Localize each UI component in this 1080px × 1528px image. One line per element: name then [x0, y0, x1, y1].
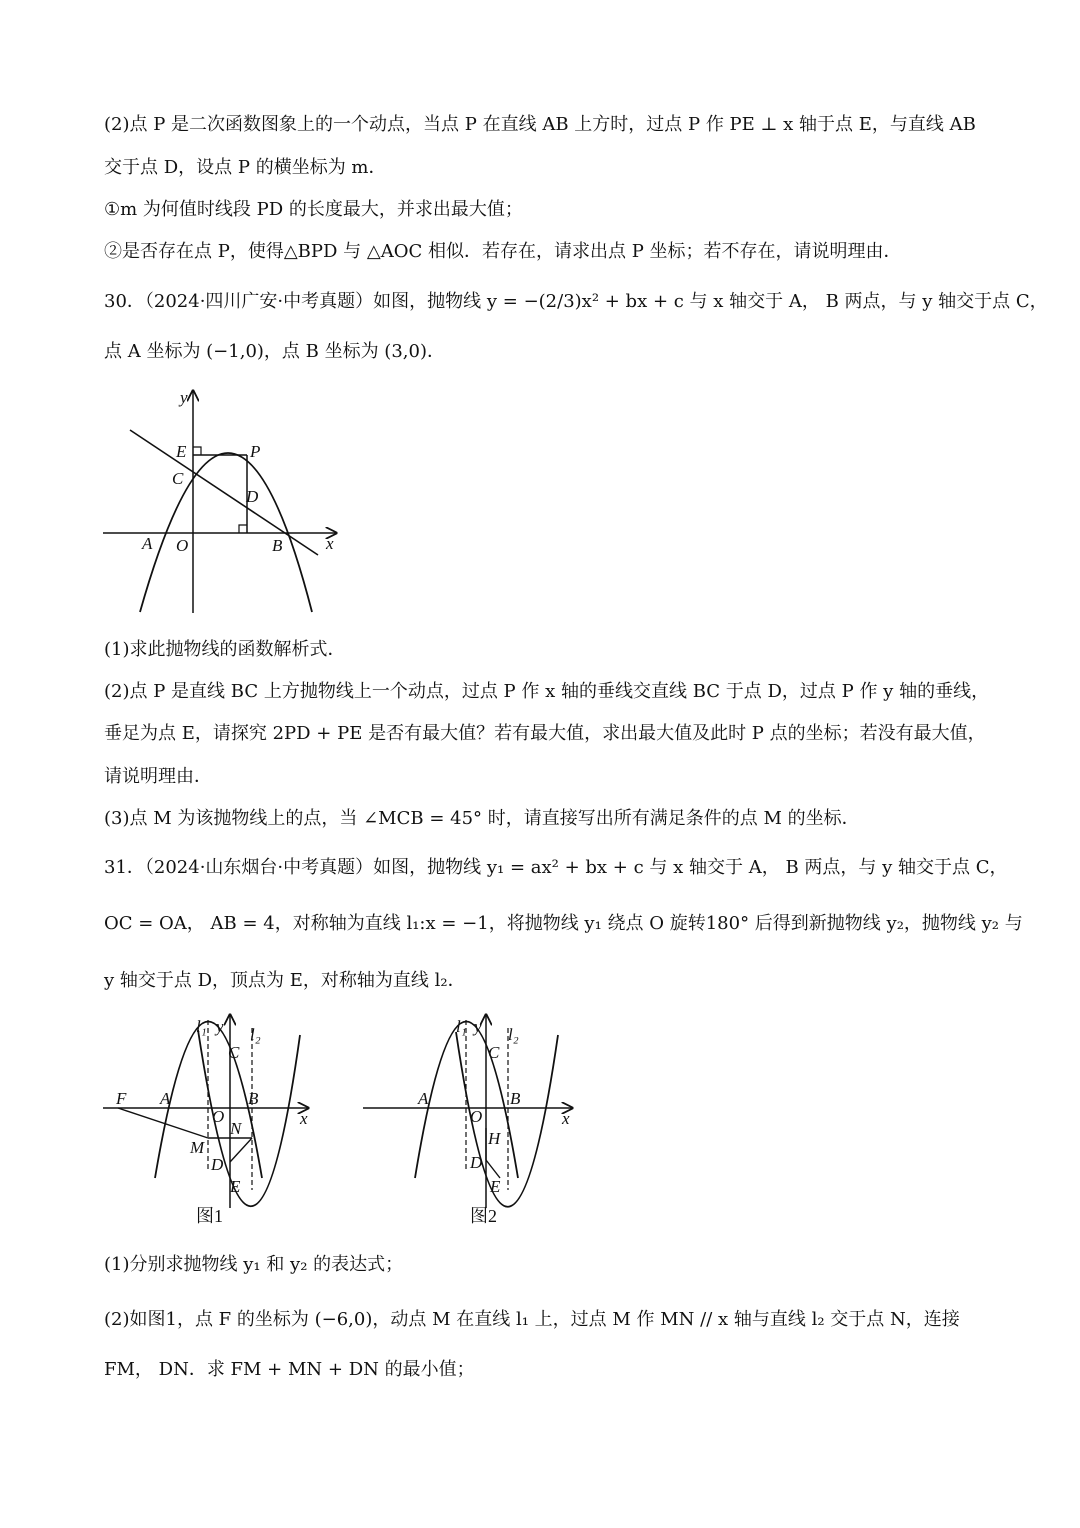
label-o: O — [470, 1107, 483, 1126]
label-a: A — [418, 1089, 429, 1108]
caption-figure-1: 图1 — [196, 1206, 223, 1226]
line-bc — [130, 430, 318, 555]
text-line-12: 31．（2024·山东烟台·中考真题）如图，抛物线 y₁ = ax² + bx + c 与 x 轴交于 A， B 两点，与 y 轴交于点 C， — [104, 857, 1008, 878]
label-p: P — [250, 442, 261, 461]
figure-30-svg — [100, 385, 360, 620]
segment-de — [486, 1160, 500, 1178]
text-line-13: OC = OA， AB = 4，对称轴为直线 l₁:x = −1，将抛物线 y₁ 绕点 O 旋转180° 后得到新抛物线 y₂，抛物线 y₂ 与 — [104, 913, 1023, 934]
label-e: E — [230, 1177, 241, 1196]
label-l1: l₁ — [456, 1017, 467, 1036]
text-line-2: 交于点 D，设点 P 的横坐标为 m． — [104, 157, 387, 178]
label-l2: l₂ — [508, 1025, 519, 1044]
text-line-7: (1)求此抛物线的函数解析式． — [104, 639, 346, 660]
text-line-1: (2)点 P 是二次函数图象上的一个动点，当点 P 在直线 AB 上方时，过点 P 作 PE ⊥ x 轴于点 E，与直线 AB — [104, 114, 976, 135]
figure-problem-30 — [100, 385, 360, 620]
label-d: D — [211, 1155, 224, 1174]
figure-31-2 — [360, 1010, 585, 1235]
text-line-11: (3)点 M 为该抛物线上的点，当 ∠MCB = 45° 时，请直接写出所有满足条件的点 M 的坐标． — [104, 808, 860, 829]
caption-figure-2: 图2 — [470, 1206, 497, 1226]
right-angle-e — [193, 447, 201, 455]
text-line-8: (2)点 P 是直线 BC 上方抛物线上一个动点，过点 P 作 x 轴的垂线交直线 BC 于点 D，过点 P 作 y 轴的垂线， — [104, 681, 990, 702]
label-l1: l₁ — [196, 1017, 207, 1036]
label-m: M — [190, 1138, 205, 1157]
label-y: y — [474, 1017, 482, 1036]
text-line-10: 请说明理由． — [104, 766, 212, 787]
text-line-15: (1)分别求抛物线 y₁ 和 y₂ 的表达式； — [104, 1254, 404, 1275]
text-line-6: 点 A 坐标为 (−1,0)，点 B 坐标为 (3,0)． — [104, 341, 445, 362]
label-d: D — [246, 487, 259, 506]
figure-31-1 — [100, 1010, 325, 1235]
label-b: B — [510, 1089, 521, 1108]
label-c: C — [488, 1043, 500, 1062]
segment-dn — [230, 1138, 252, 1162]
label-c: C — [228, 1043, 240, 1062]
label-e: E — [176, 442, 187, 461]
text-line-4: ②是否存在点 P，使得△BPD 与 △AOC 相似．若存在，请求出点 P 坐标；若不存在，请说明理由． — [104, 241, 902, 262]
label-c: C — [172, 469, 184, 488]
label-b: B — [248, 1089, 259, 1108]
text-line-17: FM， DN．求 FM + MN + DN 的最小值； — [104, 1359, 475, 1380]
label-a: A — [160, 1089, 171, 1108]
label-o: O — [212, 1107, 225, 1126]
label-d: D — [470, 1153, 483, 1172]
label-h: H — [488, 1129, 501, 1148]
label-o: O — [176, 536, 189, 555]
text-line-9: 垂足为点 E，请探究 2PD + PE 是否有最大值？若有最大值，求出最大值及此时 P 点的坐标；若没有最大值， — [104, 723, 986, 744]
label-y: y — [180, 388, 188, 407]
text-line-3: ①m 为何值时线段 PD 的长度最大，并求出最大值； — [104, 199, 523, 220]
label-y: y — [216, 1017, 224, 1036]
label-x: x — [300, 1109, 308, 1128]
label-a: A — [142, 534, 153, 553]
text-line-5: 30．（2024·四川广安·中考真题）如图，抛物线 y = −(2/3)x² + bx + c 与 x 轴交于 A， B 两点，与 y 轴交于点 C， — [104, 291, 1048, 312]
label-f: F — [116, 1089, 127, 1108]
label-b: B — [272, 536, 283, 555]
figure-31-1-svg — [100, 1010, 325, 1235]
label-x: x — [562, 1109, 570, 1128]
label-e: E — [490, 1177, 501, 1196]
label-n: N — [230, 1119, 242, 1138]
text-line-14: y 轴交于点 D，顶点为 E，对称轴为直线 l₂． — [104, 970, 466, 991]
text-line-16: (2)如图1，点 F 的坐标为 (−6,0)，动点 M 在直线 l₁ 上，过点 M 作 MN // x 轴与直线 l₂ 交于点 N，连接 — [104, 1309, 960, 1330]
label-x: x — [326, 534, 334, 553]
right-angle-foot — [239, 525, 247, 533]
label-l2: l₂ — [250, 1025, 261, 1044]
figure-31-2-svg — [360, 1010, 585, 1235]
